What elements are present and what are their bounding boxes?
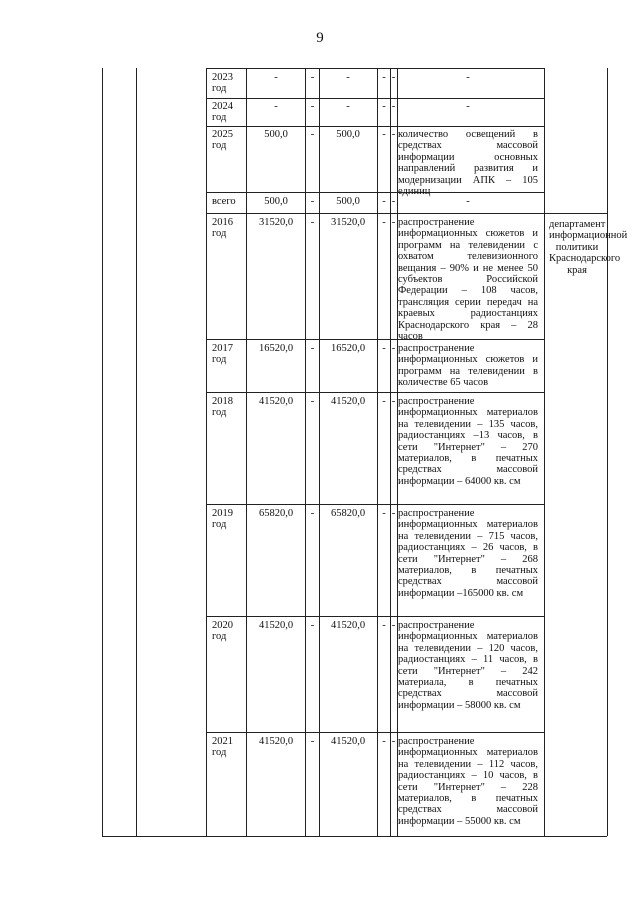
extra-cell: - xyxy=(391,129,396,140)
extra-cell: - xyxy=(391,217,396,228)
total-cell: 500,0 xyxy=(264,196,288,207)
fed-cell: - xyxy=(310,129,315,140)
year-cell: 2020 год xyxy=(212,620,233,643)
local-cell: - xyxy=(382,101,386,112)
fed-cell: - xyxy=(310,396,315,407)
extra-cell: - xyxy=(391,620,396,631)
fed-cell: - xyxy=(310,196,315,207)
fed-cell: - xyxy=(310,101,315,112)
result-cell: распространение информационных сюжетов и программ на телевидении в количестве 65 часов xyxy=(398,343,538,389)
page-number: 9 xyxy=(316,30,324,46)
extra-cell: - xyxy=(391,196,396,207)
budget-table xyxy=(102,68,628,836)
total-cell: - xyxy=(274,72,278,83)
local-cell: - xyxy=(382,736,386,747)
year-cell: 2017 год xyxy=(212,343,233,366)
result-cell: - xyxy=(466,196,470,207)
local-cell: - xyxy=(382,508,386,519)
year-cell: всего xyxy=(212,196,236,207)
total-cell: 65820,0 xyxy=(258,508,294,519)
total-cell: 500,0 xyxy=(264,129,288,140)
regional-cell: 65820,0 xyxy=(330,508,366,519)
year-cell: 2025 год xyxy=(212,129,233,152)
result-cell: - xyxy=(466,72,470,83)
result-cell: распространение информационных материалов на телевидении – 120 часов, радиостанциях – 11 часов, в сети "Интернет" – 242 материала, в печатных средствах массовой информации – 58000 кв. см xyxy=(398,620,538,711)
year-cell: 2019 год xyxy=(212,508,233,531)
local-cell: - xyxy=(382,620,386,631)
fed-cell: - xyxy=(310,508,315,519)
fed-cell: - xyxy=(310,736,315,747)
total-cell: - xyxy=(274,101,278,112)
responsible-department: департамент информационной политики Краснодарского края xyxy=(549,219,628,276)
extra-cell: - xyxy=(391,508,396,519)
year-cell: 2024 год xyxy=(212,101,233,124)
local-cell: - xyxy=(382,196,386,207)
result-cell: количество освещений в средствах массовой информации основных направлений развития и модернизации АПК – 105 единиц xyxy=(398,129,538,198)
regional-cell: 41520,0 xyxy=(330,736,366,747)
extra-cell: - xyxy=(391,736,396,747)
local-cell: - xyxy=(382,217,386,228)
year-cell: 2021 год xyxy=(212,736,233,759)
regional-cell: - xyxy=(346,101,350,112)
fed-cell: - xyxy=(310,620,315,631)
result-cell: распространение информационных материалов на телевидении – 112 часов, радиостанциях – 10 часов, в сети "Интернет" – 228 материалов, в печатных средствах массовой информации – 55000 кв. см xyxy=(398,736,538,827)
local-cell: - xyxy=(382,396,386,407)
year-cell: 2016 год xyxy=(212,217,233,240)
regional-cell: 16520,0 xyxy=(330,343,366,354)
regional-cell: 41520,0 xyxy=(330,396,366,407)
fed-cell: - xyxy=(310,72,315,83)
local-cell: - xyxy=(382,72,386,83)
regional-cell: 500,0 xyxy=(336,196,360,207)
regional-cell: 500,0 xyxy=(336,129,360,140)
total-cell: 41520,0 xyxy=(258,736,294,747)
year-cell: 2023 год xyxy=(212,72,233,95)
total-cell: 16520,0 xyxy=(258,343,294,354)
regional-cell: - xyxy=(346,72,350,83)
result-cell: распространение информационных материалов на телевидении – 135 часов, радиостанциях –13 часов, в сети "Интернет" – 270 материалов, в печатных средствах массовой информации – 64000 кв. см xyxy=(398,396,538,487)
regional-cell: 41520,0 xyxy=(330,620,366,631)
local-cell: - xyxy=(382,343,386,354)
fed-cell: - xyxy=(310,217,315,228)
fed-cell: - xyxy=(310,343,315,354)
extra-cell: - xyxy=(391,343,396,354)
local-cell: - xyxy=(382,129,386,140)
regional-cell: 31520,0 xyxy=(330,217,366,228)
year-cell: 2018 год xyxy=(212,396,233,419)
result-cell: - xyxy=(466,101,470,112)
total-cell: 41520,0 xyxy=(258,620,294,631)
extra-cell: - xyxy=(391,396,396,407)
total-cell: 41520,0 xyxy=(258,396,294,407)
result-cell: распространение информационных сюжетов и программ на телевидении с охватом телевизионного вещания – 90% и не менее 50 субъектов Российской Федерации – 108 часов, трансляция серии передач на краевых радиостанциях Краснодарского края – 28 часов xyxy=(398,217,538,343)
result-cell: распространение информационных материалов на телевидении – 715 часов, радиостанциях – 26 часов, в сети "Интернет" – 268 материалов, в печатных средствах массовой информации –165000 кв. см xyxy=(398,508,538,599)
extra-cell: - xyxy=(391,101,396,112)
extra-cell: - xyxy=(391,72,396,83)
total-cell: 31520,0 xyxy=(258,217,294,228)
